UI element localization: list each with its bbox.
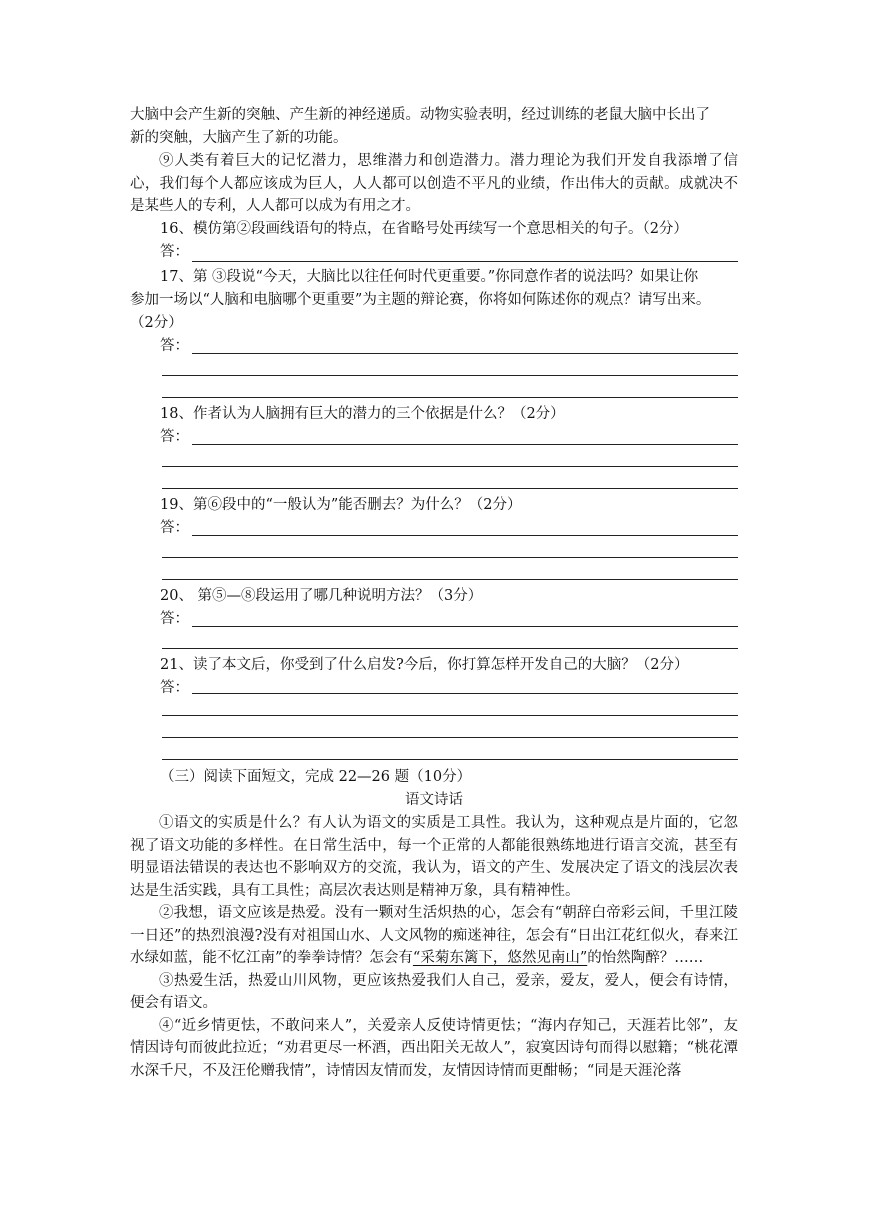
article-paragraph-2 xyxy=(130,902,738,970)
answer-label: 答： xyxy=(160,429,189,445)
answer-line[interactable] xyxy=(162,488,738,489)
answer-line[interactable] xyxy=(162,466,738,467)
paragraph-9: ⑨人类有着巨大的记忆潜力，思维潜力和创造潜力。潜力理论为我们开发自我添增了信心，我们每个人都应该成为巨人，人人都可以创造不平凡的业绩，作出伟大的贡献。成就决不是某些人的专利，人人都可以成为有用之才。 xyxy=(130,153,738,214)
question-21: 21、读了本文后，你受到了什么启发?今后，你打算怎样开发自己的大脑？（2分） xyxy=(160,657,689,673)
answer-label: 答： xyxy=(160,338,189,354)
paragraph-2-text: ②我想，语文应该是热爱。没有一颗对生活炽热的心，怎会有“朝辞白帝彩云间，千里江陵一日还”的热烈浪漫?没有对祖国山水、人文风物的痴迷神往，怎会有“日出江花红似火，春来江水绿如蓝，能不忆江南”的拳拳诗情？怎会有 xyxy=(130,905,738,966)
answer-label: 答： xyxy=(160,520,189,536)
answer-label: 答： xyxy=(160,680,189,696)
question-16: 16、模仿第②段画线语句的特点，在省略号处再续写一个意思相关的句子。（2分） xyxy=(160,221,688,237)
paragraph-8-line-2: 新的突触，大脑产生了新的功能。 xyxy=(130,130,348,146)
answer-line[interactable] xyxy=(162,579,738,580)
answer-line[interactable] xyxy=(162,375,738,376)
answer-line[interactable] xyxy=(192,444,738,445)
section-3-heading: （三）阅读下面短文，完成 22—26 题（10分） xyxy=(160,769,472,785)
question-18: 18、作者认为人脑拥有巨大的潜力的三个依据是什么？（2分） xyxy=(160,406,565,422)
answer-line[interactable] xyxy=(192,353,738,354)
answer-line[interactable] xyxy=(192,693,738,694)
article-title: 语文诗话 xyxy=(405,792,463,808)
question-17-line-1: 17、第 ③段说“今天，大脑比以往任何时代更重要。”你同意作者的说法吗？如果让你 xyxy=(160,269,699,285)
paragraph-2-tail: 的怡然陶醉？…… xyxy=(587,950,704,966)
paragraph-8-line-1: 大脑中会产生新的突触、产生新的神经递质。动物实验表明，经过训练的老鼠大脑中长出了 xyxy=(130,107,710,123)
question-20: 20、 第⑤—⑧段运用了哪几种说明方法？（3分） xyxy=(160,588,483,604)
answer-label: 答： xyxy=(160,244,189,260)
answer-line[interactable] xyxy=(192,261,738,262)
article-paragraph-3: ③热爱生活，热爱山川风物，更应该热爱我们人自己，爱亲，爱友，爱人，便会有诗情，便会有语文。 xyxy=(130,972,738,1011)
article-paragraph-1: ①语文的实质是什么？有人认为语文的实质是工具性。我认为，这种观点是片面的，它忽视了语文功能的多样性。在日常生活中，每一个正常的人都能很熟练地进行语言交流，甚至有明显语法错误的表达也不影响双方的交流，我认为，语文的产生、发展决定了语文的浅层次表达是生活实践，具有工具性；高层次表达则是精神万象，具有精神性。 xyxy=(130,815,738,899)
question-17-line-3: （2分） xyxy=(130,315,183,331)
answer-line[interactable] xyxy=(192,626,738,627)
answer-line[interactable] xyxy=(162,648,738,649)
question-17-line-2: 参加一场以“人脑和电脑哪个更重要”为主题的辩论赛，你将如何陈述你的观点？请写出来。 xyxy=(130,292,711,308)
answer-label: 答： xyxy=(160,611,189,627)
article-body xyxy=(130,812,738,1082)
answer-line[interactable] xyxy=(162,715,738,716)
question-19: 19、第⑥段中的“一般认为”能否删去？为什么？（2分） xyxy=(160,497,522,513)
paragraph-9-block xyxy=(130,150,738,218)
answer-line[interactable] xyxy=(162,397,738,398)
answer-line[interactable] xyxy=(192,535,738,536)
answer-line[interactable] xyxy=(162,759,738,760)
article-paragraph-4: ④“近乡情更怯，不敢问来人”，关爱亲人反使诗情更怯；“海内存知己，天涯若比邻”，友情因诗句而彼此拉近；“劝君更尽一杯酒，西出阳关无故人”，寂寞因诗句而得以慰籍；“桃花潭水深千尺，不及汪伦赠我情”，诗情因友情而发，友情因诗情而更酣畅；“同是天涯沦落 xyxy=(130,1017,738,1079)
underlined-sentence: “采菊东篱下，悠然见南山” xyxy=(412,950,588,966)
answer-line[interactable] xyxy=(162,557,738,558)
answer-line[interactable] xyxy=(162,737,738,738)
